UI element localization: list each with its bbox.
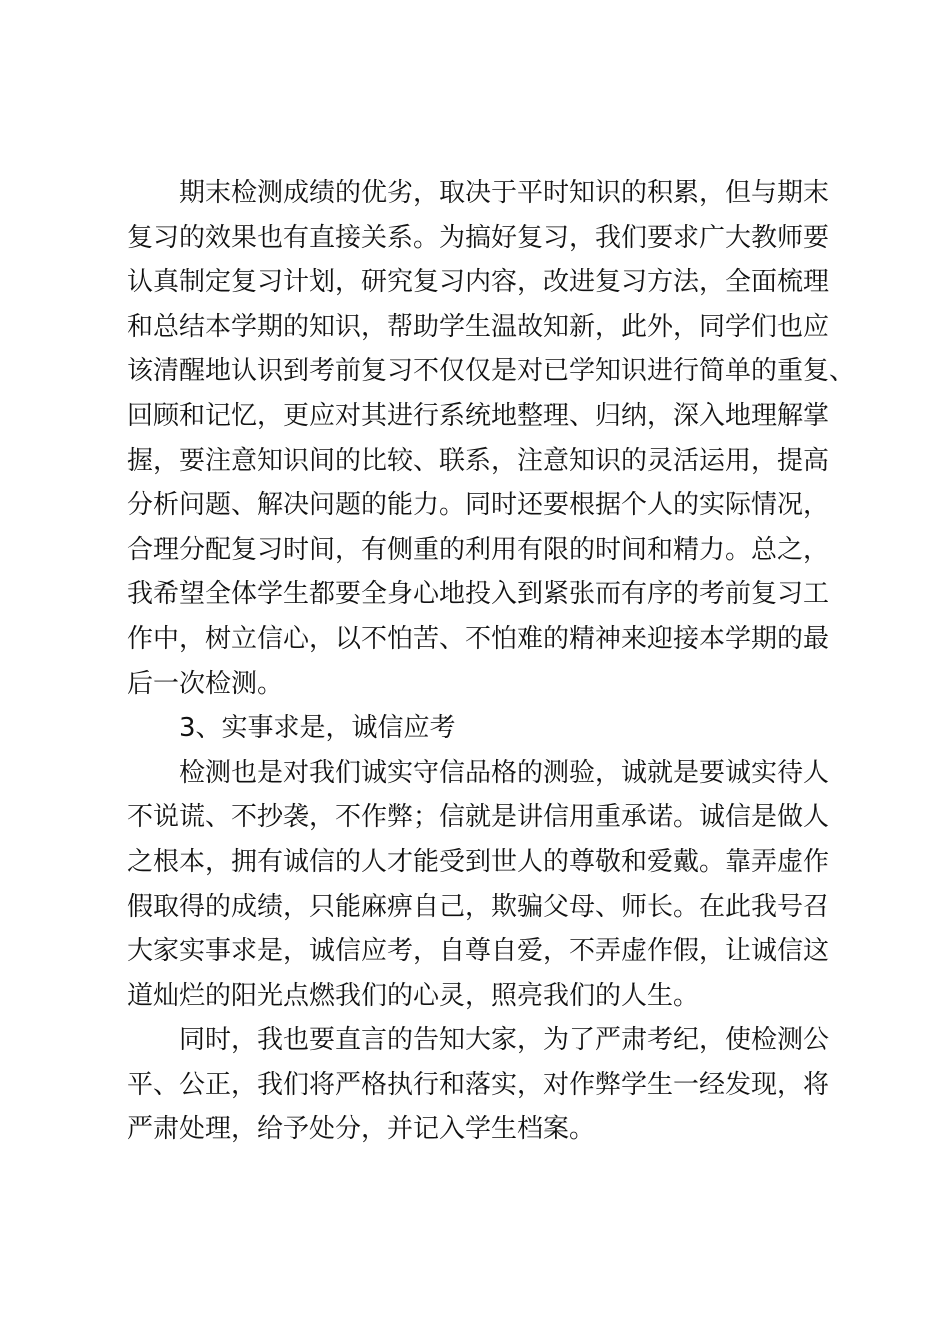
paragraph-line: 和总结本学期的知识，帮助学生温故知新，此外，同学们也应 (127, 311, 830, 342)
paragraph-line: 道灿烂的阳光点燃我们的心灵，照亮我们的人生。 (127, 980, 700, 1011)
paragraph-line: 假取得的成绩，只能麻痹自己，欺骗父母、师长。在此我号召 (127, 891, 830, 922)
paragraph-line: 之根本，拥有诚信的人才能受到世人的尊敬和爱戴。靠弄虚作 (127, 846, 830, 877)
paragraph-line: 检测也是对我们诚实守信品格的测验，诚就是要诚实待人 (179, 757, 830, 788)
paragraph-line: 大家实事求是，诚信应考，自尊自爱，不弄虚作假，让诚信这 (127, 936, 830, 967)
body-text (127, 171, 856, 1152)
paragraph-line: 作中，树立信心，以不怕苦、不怕难的精神来迎接本学期的最 (127, 623, 830, 654)
paragraph-line: 后一次检测。 (127, 668, 284, 699)
paragraph-line: 平、公正，我们将严格执行和落实，对作弊学生一经发现，将 (127, 1069, 830, 1100)
paragraph-line: 严肃处理，给予处分，并记入学生档案。 (127, 1114, 596, 1145)
paragraph-line: 同时，我也要直言的告知大家，为了严肃考纪，使检测公 (179, 1025, 830, 1056)
paragraph-line: 期末检测成绩的优劣，取决于平时知识的积累，但与期末 (179, 178, 830, 208)
paragraph-line: 回顾和记忆，更应对其进行系统地整理、归纳，深入地理解掌 (127, 400, 830, 431)
paragraph-line: 合理分配复习时间，有侧重的利用有限的时间和精力。总之， (127, 534, 830, 565)
section-heading: 3、实事求是，诚信应考 (179, 713, 456, 744)
paragraph-line: 认真制定复习计划，研究复习内容，改进复习方法，全面梳理 (127, 267, 830, 298)
paragraph-line: 不说谎、不抄袭，不作弊；信就是讲信用重承诺。诚信是做人 (127, 802, 830, 833)
paragraph-line: 我希望全体学生都要全身心地投入到紧张而有序的考前复习工 (127, 579, 830, 610)
paragraph-line: 握，要注意知识间的比较、联系，注意知识的灵活运用，提高 (127, 445, 830, 476)
paragraph-line: 分析问题、解决问题的能力。同时还要根据个人的实际情况， (127, 490, 830, 521)
paragraph-line: 复习的效果也有直接关系。为搞好复习，我们要求广大教师要 (127, 222, 830, 253)
paragraph-line: 该清醒地认识到考前复习不仅仅是对已学知识进行简单的重复、 (127, 356, 856, 387)
